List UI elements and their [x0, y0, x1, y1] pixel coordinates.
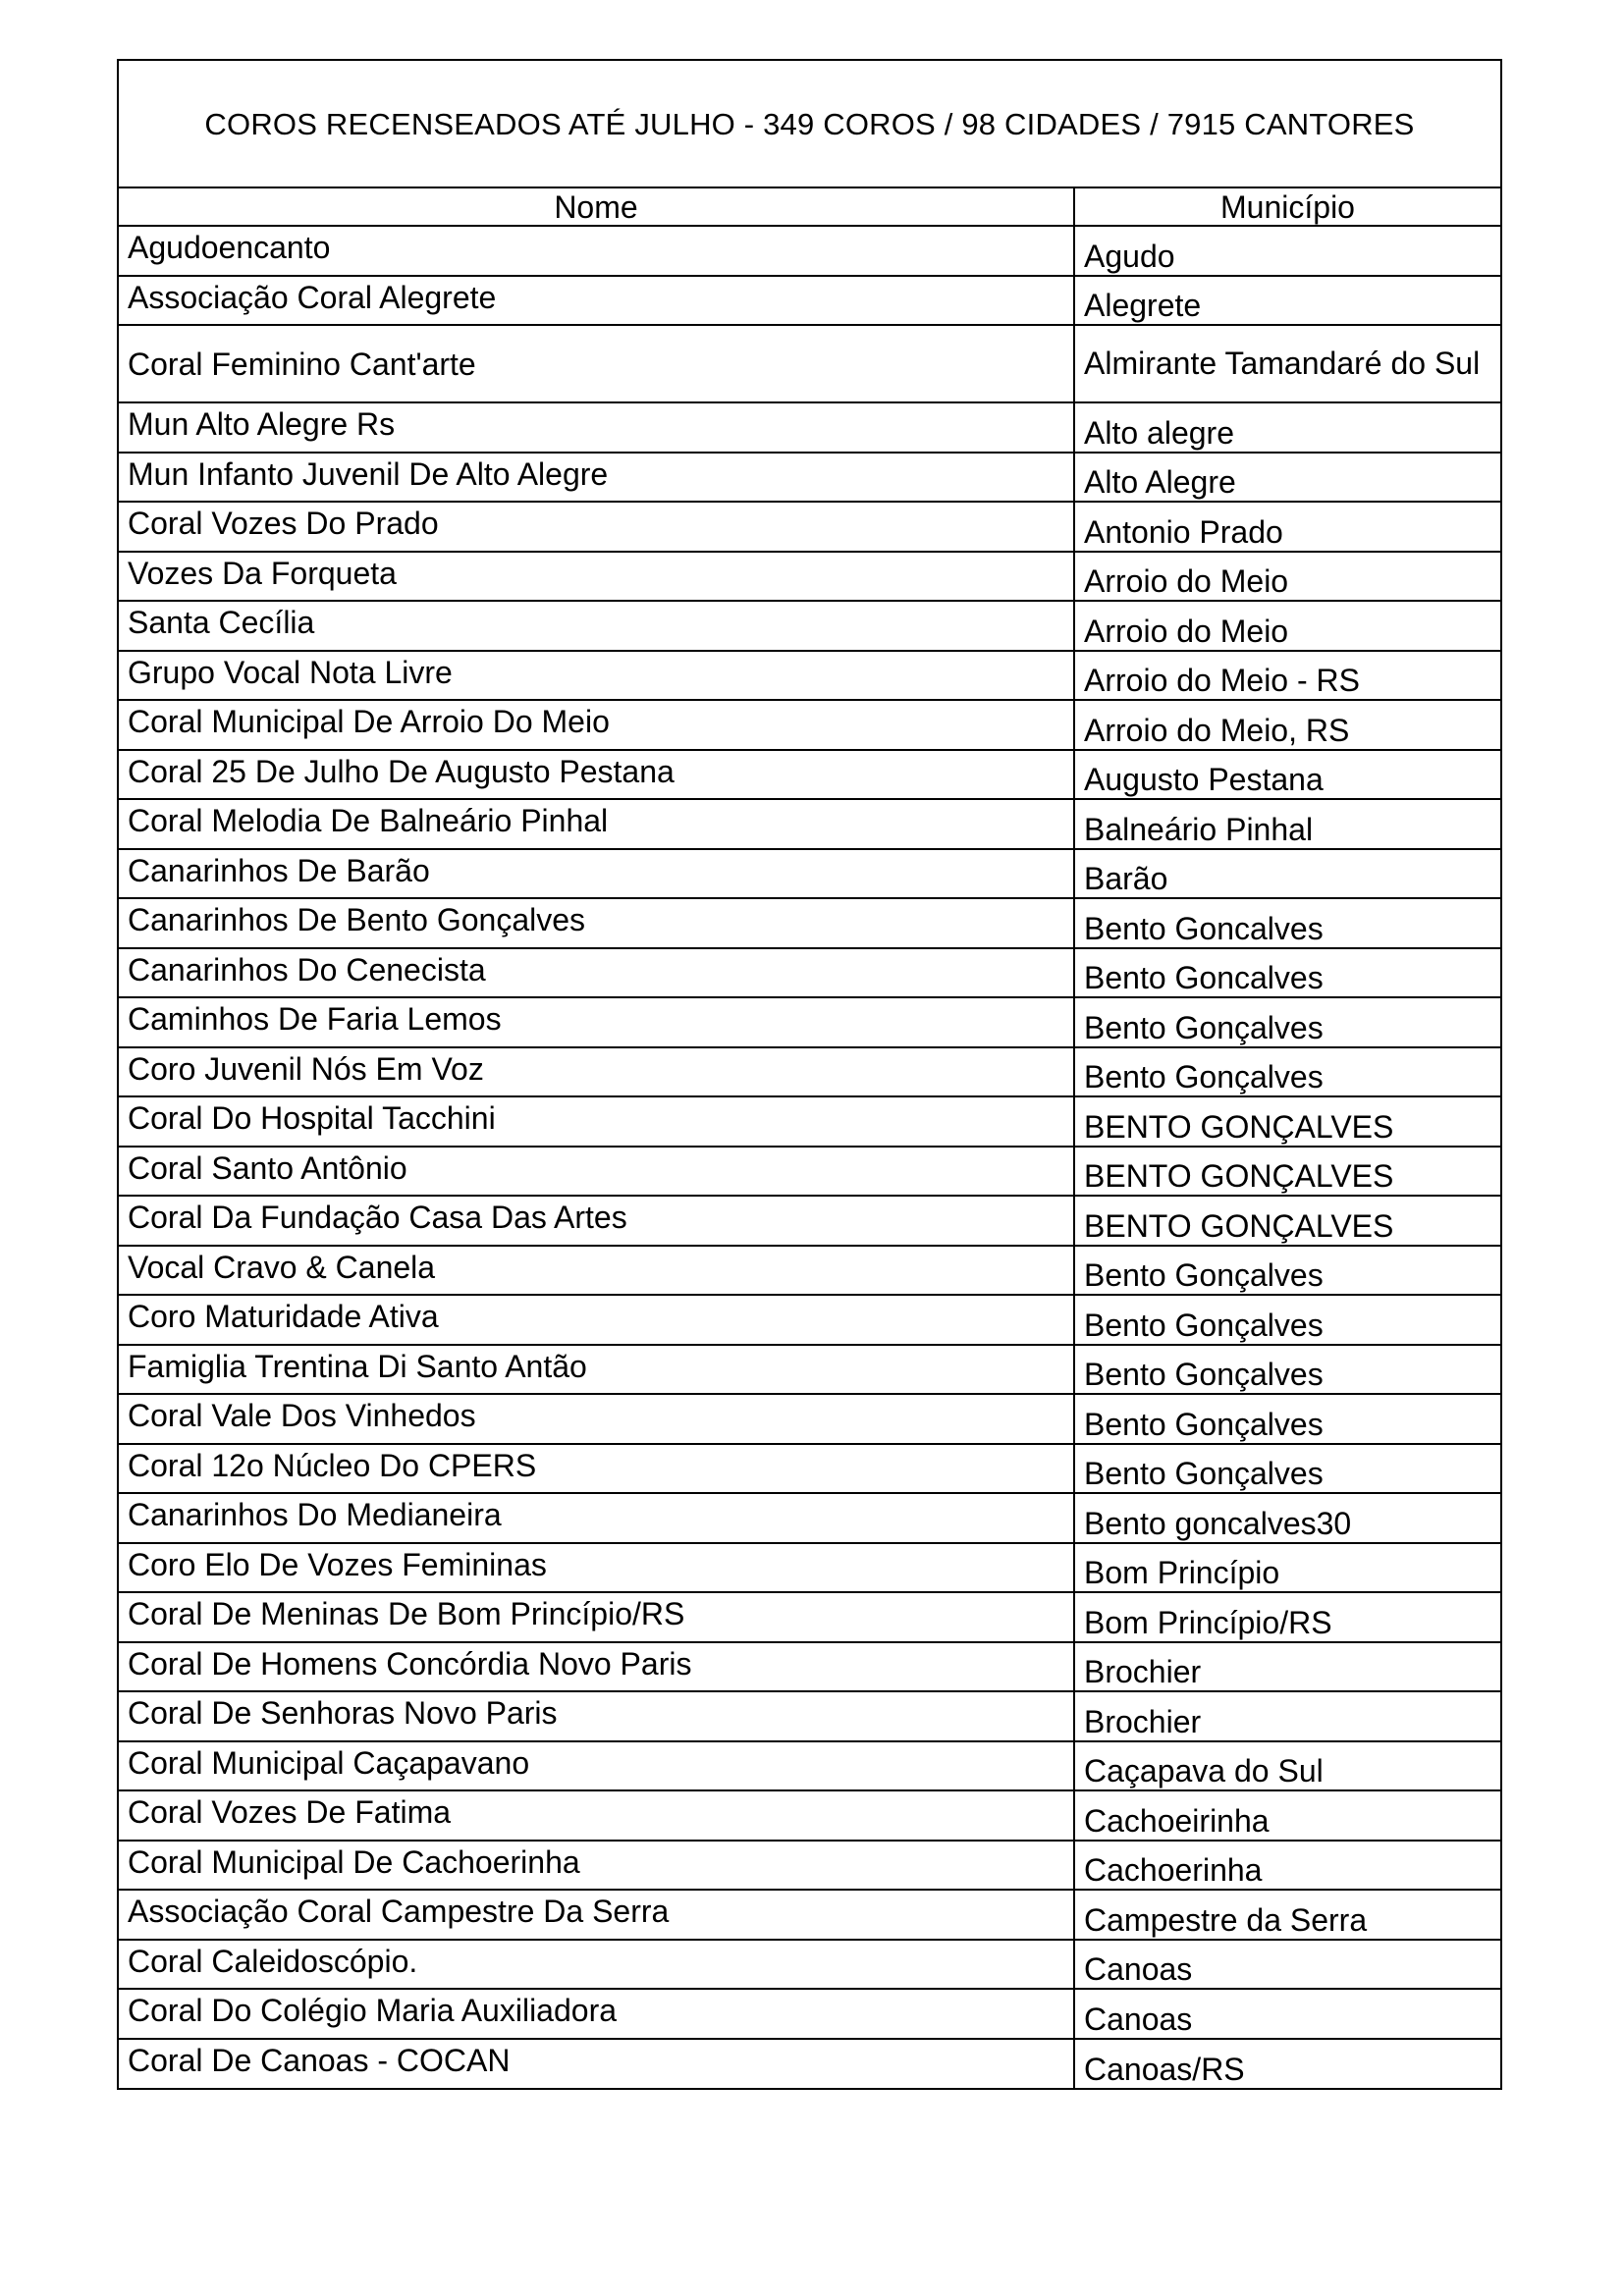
municipality-cell: Bento Goncalves — [1074, 948, 1500, 998]
municipality-cell: Balneário Pinhal — [1074, 799, 1500, 849]
choir-name-cell: Coral Caleidoscópio. — [119, 1940, 1074, 1990]
table-row — [119, 1592, 1500, 1642]
municipality-cell: Cachoeirinha — [1074, 1790, 1500, 1841]
table-row — [119, 849, 1500, 899]
choir-name-cell: Coral Santo Antônio — [119, 1147, 1074, 1197]
census-table-frame — [117, 59, 1502, 2090]
municipality-cell: Alegrete — [1074, 276, 1500, 326]
choir-name-cell: Mun Alto Alegre Rs — [119, 402, 1074, 453]
municipality-cell: Bento Gonçalves — [1074, 997, 1500, 1047]
choir-name-cell: Coral Vozes De Fatima — [119, 1790, 1074, 1841]
municipality-cell: Canoas/RS — [1074, 2039, 1500, 2089]
document-title: COROS RECENSEADOS ATÉ JULHO - 349 COROS / 98 CIDADES / 7915 CANTORES — [119, 61, 1500, 188]
table-row — [119, 226, 1500, 276]
municipality-cell: Bento Gonçalves — [1074, 1394, 1500, 1444]
table-row — [119, 948, 1500, 998]
choir-name-cell: Coral 25 De Julho De Augusto Pestana — [119, 750, 1074, 800]
municipality-cell: Agudo — [1074, 226, 1500, 276]
choir-name-cell: Coral Municipal De Cachoerinha — [119, 1841, 1074, 1891]
choir-name-cell: Coral Melodia De Balneário Pinhal — [119, 799, 1074, 849]
choir-name-cell: Coral Vale Dos Vinhedos — [119, 1394, 1074, 1444]
choir-name-cell: Canarinhos Do Medianeira — [119, 1493, 1074, 1543]
municipality-cell: Barão — [1074, 849, 1500, 899]
column-header-municipality: Município — [1074, 188, 1500, 226]
table-row — [119, 402, 1500, 453]
choir-name-cell: Coral De Meninas De Bom Princípio/RS — [119, 1592, 1074, 1642]
municipality-cell: Bento Gonçalves — [1074, 1295, 1500, 1345]
municipality-cell: BENTO GONÇALVES — [1074, 1196, 1500, 1246]
municipality-cell: Bento Goncalves — [1074, 898, 1500, 948]
municipality-cell: Caçapava do Sul — [1074, 1741, 1500, 1791]
municipality-cell: Arroio do Meio - RS — [1074, 651, 1500, 701]
municipality-cell: Bento Gonçalves — [1074, 1444, 1500, 1494]
table-row — [119, 1543, 1500, 1593]
municipality-cell: Bento Gonçalves — [1074, 1345, 1500, 1395]
choir-name-cell: Santa Cecília — [119, 601, 1074, 651]
municipality-cell: BENTO GONÇALVES — [1074, 1147, 1500, 1197]
table-header-row — [119, 188, 1500, 226]
table-row — [119, 1196, 1500, 1246]
table-row — [119, 276, 1500, 326]
municipality-cell: Antonio Prado — [1074, 502, 1500, 552]
table-row — [119, 1444, 1500, 1494]
choir-name-cell: Coral 12o Núcleo Do CPERS — [119, 1444, 1074, 1494]
choir-name-cell: Vozes Da Forqueta — [119, 552, 1074, 602]
choir-name-cell: Associação Coral Campestre Da Serra — [119, 1890, 1074, 1940]
choir-name-cell: Famiglia Trentina Di Santo Antão — [119, 1345, 1074, 1395]
choir-name-cell: Coro Juvenil Nós Em Voz — [119, 1047, 1074, 1097]
choir-name-cell: Coral Vozes Do Prado — [119, 502, 1074, 552]
table-row — [119, 1691, 1500, 1741]
table-row — [119, 552, 1500, 602]
choir-name-cell: Coral De Senhoras Novo Paris — [119, 1691, 1074, 1741]
municipality-cell: Bento Gonçalves — [1074, 1246, 1500, 1296]
table-row — [119, 1096, 1500, 1147]
municipality-cell: Augusto Pestana — [1074, 750, 1500, 800]
table-row — [119, 700, 1500, 750]
table-row — [119, 997, 1500, 1047]
choirs-table — [119, 188, 1500, 2088]
choir-name-cell: Vocal Cravo & Canela — [119, 1246, 1074, 1296]
choir-name-cell: Coral De Canoas - COCAN — [119, 2039, 1074, 2089]
municipality-cell: Arroio do Meio — [1074, 552, 1500, 602]
choir-name-cell: Associação Coral Alegrete — [119, 276, 1074, 326]
choir-name-cell: Coro Elo De Vozes Femininas — [119, 1543, 1074, 1593]
municipality-cell: Arroio do Meio — [1074, 601, 1500, 651]
choir-name-cell: Coral Do Colégio Maria Auxiliadora — [119, 1989, 1074, 2039]
choir-name-cell: Agudoencanto — [119, 226, 1074, 276]
choir-name-cell: Mun Infanto Juvenil De Alto Alegre — [119, 453, 1074, 503]
table-row — [119, 1989, 1500, 2039]
table-row — [119, 1147, 1500, 1197]
municipality-cell: Alto alegre — [1074, 402, 1500, 453]
table-row — [119, 1246, 1500, 1296]
municipality-cell: BENTO GONÇALVES — [1074, 1096, 1500, 1147]
choir-name-cell: Coral Municipal Caçapavano — [119, 1741, 1074, 1791]
choir-name-cell: Coral Da Fundação Casa Das Artes — [119, 1196, 1074, 1246]
table-row — [119, 601, 1500, 651]
choir-name-cell: Canarinhos De Bento Gonçalves — [119, 898, 1074, 948]
municipality-cell: Campestre da Serra — [1074, 1890, 1500, 1940]
municipality-cell: Bom Princípio/RS — [1074, 1592, 1500, 1642]
municipality-cell: Canoas — [1074, 1989, 1500, 2039]
choir-name-cell: Coral De Homens Concórdia Novo Paris — [119, 1642, 1074, 1692]
table-row — [119, 1394, 1500, 1444]
choir-name-cell: Canarinhos Do Cenecista — [119, 948, 1074, 998]
table-row — [119, 1047, 1500, 1097]
table-row — [119, 1642, 1500, 1692]
municipality-cell: Brochier — [1074, 1642, 1500, 1692]
municipality-cell: Cachoerinha — [1074, 1841, 1500, 1891]
municipality-cell: Bento goncalves30 — [1074, 1493, 1500, 1543]
table-row — [119, 1295, 1500, 1345]
table-row — [119, 502, 1500, 552]
table-body — [119, 226, 1500, 2088]
municipality-cell: Bento Gonçalves — [1074, 1047, 1500, 1097]
municipality-cell: Brochier — [1074, 1691, 1500, 1741]
municipality-cell: Alto Alegre — [1074, 453, 1500, 503]
table-row — [119, 799, 1500, 849]
municipality-cell: Arroio do Meio, RS — [1074, 700, 1500, 750]
table-row — [119, 898, 1500, 948]
choir-name-cell: Coro Maturidade Ativa — [119, 1295, 1074, 1345]
choir-name-cell: Coral Do Hospital Tacchini — [119, 1096, 1074, 1147]
municipality-cell: Bom Princípio — [1074, 1543, 1500, 1593]
table-row — [119, 1790, 1500, 1841]
choir-name-cell: Caminhos De Faria Lemos — [119, 997, 1074, 1047]
table-row — [119, 651, 1500, 701]
choir-name-cell: Coral Feminino Cant'arte — [119, 325, 1074, 402]
table-row — [119, 1841, 1500, 1891]
municipality-cell: Canoas — [1074, 1940, 1500, 1990]
table-row — [119, 1940, 1500, 1990]
table-row — [119, 2039, 1500, 2089]
table-row — [119, 750, 1500, 800]
table-row — [119, 1493, 1500, 1543]
choir-name-cell: Canarinhos De Barão — [119, 849, 1074, 899]
municipality-cell: Almirante Tamandaré do Sul — [1074, 325, 1500, 402]
table-row — [119, 1345, 1500, 1395]
table-row — [119, 453, 1500, 503]
choir-name-cell: Coral Municipal De Arroio Do Meio — [119, 700, 1074, 750]
table-row — [119, 1890, 1500, 1940]
choir-name-cell: Grupo Vocal Nota Livre — [119, 651, 1074, 701]
table-row — [119, 325, 1500, 402]
column-header-name: Nome — [554, 188, 638, 225]
table-row — [119, 1741, 1500, 1791]
